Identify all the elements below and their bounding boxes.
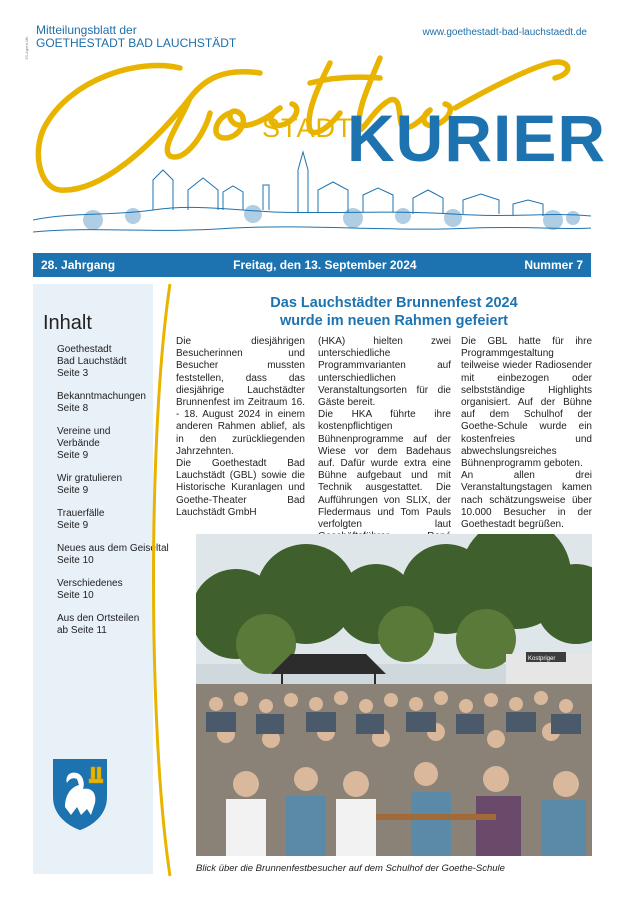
publisher-line2: GOETHESTADT BAD LAUCHSTÄDT	[36, 36, 237, 50]
contents-item[interactable]: Verschiedenes Seite 10	[57, 578, 123, 601]
contents-item[interactable]: Wir gratulieren Seite 9	[57, 473, 123, 496]
contents-item[interactable]: Bekanntmachungen Seite 8	[57, 391, 146, 414]
contents-item[interactable]: Aus den Ortsteilen ab Seite 11	[57, 613, 140, 636]
contents-sidebar	[33, 284, 169, 874]
article-headline: Das Lauchstädter Brunnenfest 2024 wurde im neuen Rahmen gefeiert	[270, 295, 518, 329]
festival-crowd-photo	[196, 534, 592, 856]
photo-sign-text: Kostpriger	[528, 656, 556, 662]
article-paragraph: Die GBL hatte für ihre Programmgestaltung teilweise wieder Radiosender mit einbezogen oder selbstständige Highlights organisiert. Auf der Bühne auf dem Schulhof der Goethe-Schule wurde ein kostenfreies und abwechslungsreiches Bühnenprogramm geboten.	[461, 336, 592, 470]
publisher-line1: Mitteilungsblatt der	[36, 23, 137, 37]
issue-number: Nummer 7	[524, 258, 583, 272]
article-paragraph: An allen drei Veranstaltungstagen kamen nach schätzungsweise über 10.000 Besucher in der Goethestadt begrüßen.	[461, 470, 592, 531]
article-paragraph: Die HKA führte ihre kostenpflichtigen Bühnenprogramme auf der Wiese vor dem Badehaus auf. Dafür wurde extra eine Bühne aufgebaut und mit Technik ausgestattet. Die Aufführungen von SLIX, der Fledermaus und Tom Pauls verfolgten laut	[318, 409, 451, 531]
side-code: 1S-Agent-Mit	[24, 36, 29, 60]
issue-date: Freitag, den 13. September 2024	[233, 258, 417, 272]
masthead-stadt: STADT	[262, 113, 354, 143]
contents-item[interactable]: Vereine und Verbände Seite 9	[57, 426, 111, 461]
contents-title: Inhalt	[43, 312, 92, 334]
issue-info-bar	[33, 253, 591, 277]
website-link[interactable]: www.goethestadt-bad-lauchstaedt.de	[422, 27, 587, 38]
decorative-yellow-arc	[140, 280, 180, 880]
article-column-1	[176, 336, 305, 519]
contents-item[interactable]: Neues aus dem Geiseltal Seite 10	[57, 543, 169, 566]
issue-volume: 28. Jahrgang	[41, 258, 116, 272]
article-paragraph: Die Goethestadt Bad Lauchstädt (GBL) sowie die Historische Kuranlagen und Goethe-Theater Bad Lauchstädt GmbH	[176, 458, 305, 518]
contents-item[interactable]: Trauerfälle Seite 9	[57, 508, 105, 531]
coat-of-arms-icon	[51, 757, 109, 831]
contents-item[interactable]: Goethestadt Bad Lauchstädt Seite 3	[57, 344, 127, 379]
article-paragraph: Die diesjährigen Besucherinnen und Besucher mussten feststellen, dass das diesjährige Lauchstädter Brunnenfest im Zeitraum 16. - 18. August 2024 in einem anderen Rahmen ablief, als in den zurückliegenden Jahrzehnten.	[176, 336, 305, 457]
article-column-3	[461, 336, 592, 531]
article-paragraph: (HKA) hielten zwei unterschiedliche Programmvarianten auf unterschiedlichen Veranstaltungsorten für die Gäste bereit.	[318, 336, 451, 409]
town-skyline-illustration	[33, 140, 591, 248]
photo-caption: Blick über die Brunnenfestbesucher auf dem Schulhof der Goethe-Schule	[196, 863, 505, 874]
masthead-kurier: KURIER	[347, 101, 607, 175]
